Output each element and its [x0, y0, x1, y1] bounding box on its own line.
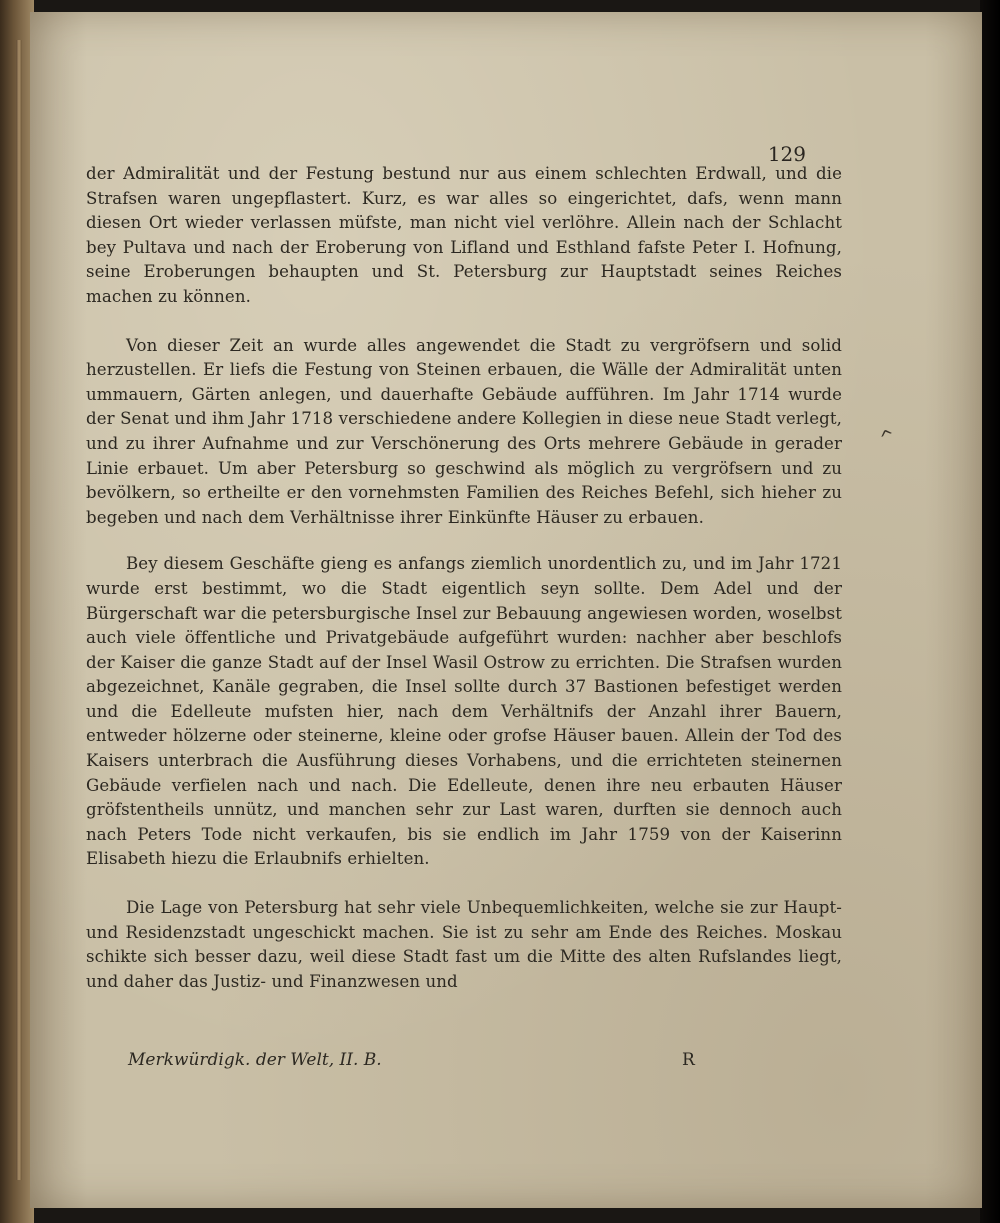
paragraph-2: Von dieser Zeit an wurde alles angewendet die Stadt zu vergröfsern und solid herzustellen. Er liefs die Festung von Steinen erbauen, die Wälle der Admiralität unten ummauern, Gärten anlegen, und dauerhafte Gebäude aufführen. Im Jahr 1714 wurde der Senat und ihm Jahr 1718 verschiedene andere Kollegien in diese neue Stadt verlegt, und zu ihrer Aufnahme und zur Verschönerung des Orts mehrere Gebäude in gerader Linie erbauet. Um aber Petersburg so geschwind als möglich zu vergröfsern und zu bevölkern, so ertheilte er den vornehmsten Familien des Reiches Befehl, sich hieher zu begeben und nach dem Verhältnisse ihrer Einkünfte Häuser zu erbauen. — [86, 335, 842, 527]
book-page — [30, 12, 982, 1208]
right-scan-border — [980, 0, 1000, 1223]
page-footer — [128, 1050, 748, 1070]
page-number: 129 — [767, 142, 806, 166]
running-footer-title: Merkwürdigk. der Welt, II. B. — [128, 1050, 382, 1070]
margin-pencil-mark: ^ — [876, 425, 899, 450]
binding-edge — [16, 40, 22, 1180]
page-body — [86, 162, 842, 994]
paragraph-3: Bey diesem Geschäfte gieng es anfangs ziemlich unordentlich zu, und im Jahr 1721 wurde erst bestimmt, wo die Stadt eigentlich seyn sollte. Dem Adel und der Bürgerschaft war die petersburgische Insel zur Bebauung angewiesen worden, woselbst auch viele öffentliche und Privatgebäude aufgeführt wurden: nachher aber beschlofs der Kaiser die ganze Stadt auf der Insel Wasil Ostrow zu errichten. Die Strafsen wurden abgezeichnet, Kanäle gegraben, die Insel sollte durch 37 Bastionen befestiget werden und die Edelleute mufsten hier, nach dem Verhältnifs der Anzahl ihrer Bauern, entweder hölzerne oder steinerne, kleine oder grofse Häuser bauen. Allein der Tod des Kaisers unterbrach die Ausführung dieses Vorhabens, und die errichteten steinernen Gebäude verfielen nach und nach. Die Edelleute, denen ihre neu erbauten Häuser gröfstentheils unnütz, und manchen sehr zur Last waren, durften sie dennoch auch nach Peters Tode nicht verkaufen, bis sie endlich im Jahr 1759 von der Kaiserinn Elisabeth hiezu die Erlaubnifs erhielten. — [86, 554, 842, 869]
paragraph-4: Die Lage von Petersburg hat sehr viele Unbequemlichkeiten, welche sie zur Haupt-und Residenzstadt ungeschickt machen. Sie ist zu sehr am Ende des Reiches. Moskau schikte sich besser dazu, weil diese Stadt fast um die Mitte des alten Rufslandes liegt, und daher das Justiz- und Finanzwesen und — [86, 898, 842, 991]
paragraph-1: der Admiralität und der Festung bestund nur aus einem schlechten Erdwall, und die Strafsen waren ungepflastert. Kurz, es war alles so eingerichtet, dafs, wenn mann diesen Ort wieder verlassen müfste, man nicht viel verlöhre. Allein nach der Schlacht bey Pultava und nach der Eroberung von Lifland und Esthland fafste Peter I. Hofnung, seine Eroberungen behaupten und St. Petersburg zur Hauptstadt seines Reiches machen zu können. — [86, 164, 842, 306]
signature-mark: R — [682, 1050, 695, 1070]
book-spine-edge — [0, 0, 34, 1223]
